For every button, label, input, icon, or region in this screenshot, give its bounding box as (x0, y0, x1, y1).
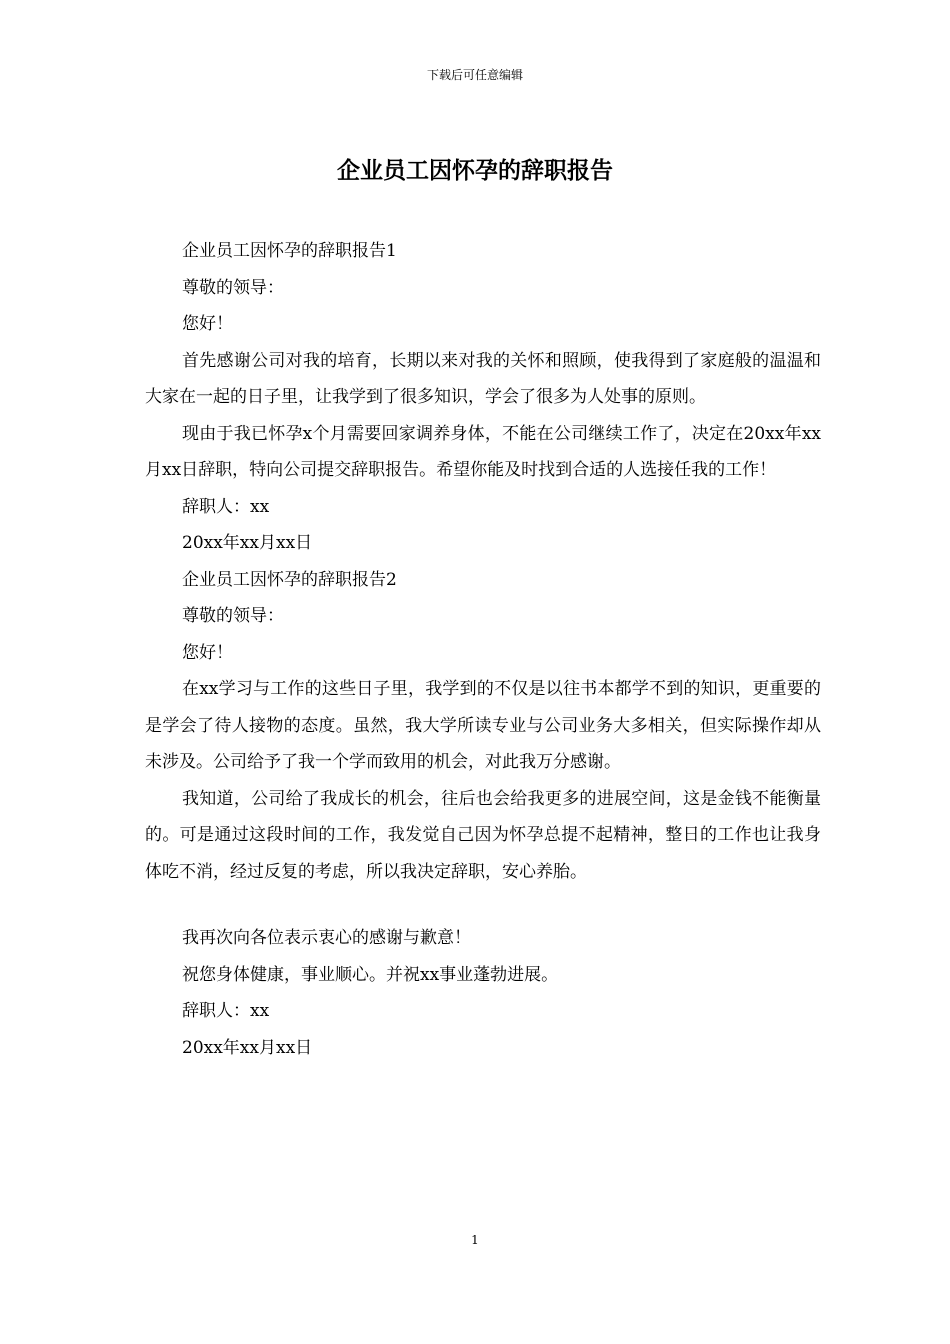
paragraph-gap (145, 890, 821, 920)
closing-thanks: 我再次向各位表示衷心的感谢与歉意！ (182, 928, 471, 948)
salutation: 尊敬的领导： (182, 277, 284, 298)
greeting: 您好！ (182, 642, 233, 663)
salutation: 尊敬的领导： (182, 606, 284, 626)
date-line: 20xx年xx月xx日 (182, 1037, 313, 1058)
report-1-heading: 企业员工因怀孕的辞职报告1 (182, 241, 397, 261)
greeting: 您好！ (182, 314, 233, 334)
body-paragraph: 我知道，公司给了我成长的机会，往后也会给我更多的进展空间，这是金钱不能衡量的。可是通过这段时间的工作，我发觉自己因为怀孕总提不起精神，整日的工作也让我身体吃不消，经过反复的考虑，所以我决定辞职，安心养胎。 (145, 788, 821, 882)
document-title: 企业员工因怀孕的辞职报告 (337, 157, 613, 184)
report-2-heading: 企业员工因怀孕的辞职报告2 (182, 569, 397, 590)
page-number: 1 (471, 1233, 479, 1247)
signature-line: 辞职人：xx (182, 496, 270, 517)
document-body (145, 233, 821, 1066)
body-paragraph: 现由于我已怀孕x个月需要回家调养身体，不能在公司继续工作了，决定在20xx年xx月xx日辞职，特向公司提交辞职报告。希望你能及时找到合适的人选接任我的工作！ (145, 423, 821, 480)
signature-line: 辞职人：xx (182, 1001, 270, 1021)
closing-wishes: 祝您身体健康，事业顺心。并祝xx事业蓬勃进展。 (182, 964, 559, 985)
body-paragraph: 在xx学习与工作的这些日子里，我学到的不仅是以往书本都学不到的知识，更重要的是学会了待人接物的态度。虽然，我大学所读专业与公司业务大多相关，但实际操作却从未涉及。公司给予了我一个学而致用的机会，对此我万分感谢。 (145, 679, 821, 772)
body-paragraph: 首先感谢公司对我的培育，长期以来对我的关怀和照顾，使我得到了家庭般的温温和大家在一起的日子里，让我学到了很多知识，学会了很多为人处事的原则。 (145, 350, 821, 407)
header-note: 下载后可任意编辑 (426, 68, 523, 82)
date-line: 20xx年xx月xx日 (182, 533, 313, 553)
